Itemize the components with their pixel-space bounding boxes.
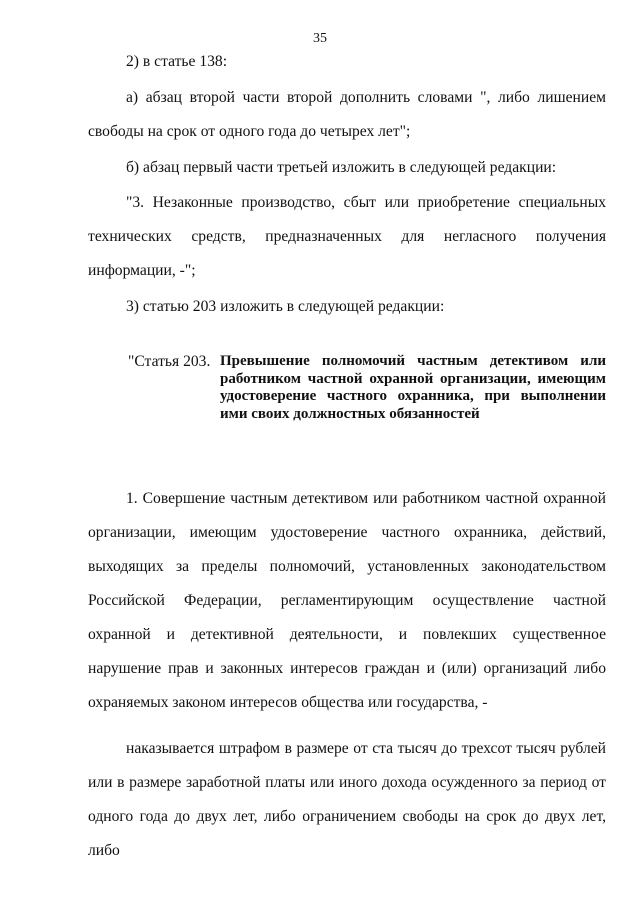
paragraph-part-1: 1. Совершение частным детективом или работником частной охранной организации, имеющим удостоверение частного охранника, действий, выходящих за пределы полномочий, установленных законодательством Российской Федерации, регламентирующим осуществление частной охранной и детективной деятельности, и повлекших существенное нарушение прав и законных интересов граждан и (или) организаций либо охраняемых законом интересов общества или государства, -	[88, 490, 606, 711]
paragraph-article-138-intro: 2) в статье 138:	[126, 53, 228, 70]
paragraph-penalty: наказывается штрафом в размере от ста тысяч до трехсот тысяч рублей или в размере заработной платы или иного дохода осужденного за период от одного года до двух лет, либо ограничением свободы на срок до двух лет, либо	[88, 740, 606, 859]
paragraph-part-3-text: "3. Незаконные производство, сбыт или приобретение специальных технических средств, предназначенных для негласного получения информации, -";	[88, 194, 606, 279]
article-number: "Статья 203.	[128, 353, 211, 370]
paragraph-item-b: б) абзац первый части третьей изложить в следующей редакции:	[126, 159, 557, 176]
paragraph-item-a: а) абзац второй части второй дополнить словами ", либо лишением свободы на срок от одного года до четырех лет";	[88, 89, 606, 140]
article-heading	[88, 353, 606, 423]
article-title: Превышение полномочий частным детективом или работником частной охранной организации, имеющим удостоверение частного охранника, при выполнении ими своих должностных обязанностей	[220, 353, 606, 422]
paragraph-article-203-intro: 3) статью 203 изложить в следующей редакции:	[126, 298, 445, 315]
page-number: 35	[313, 31, 327, 46]
